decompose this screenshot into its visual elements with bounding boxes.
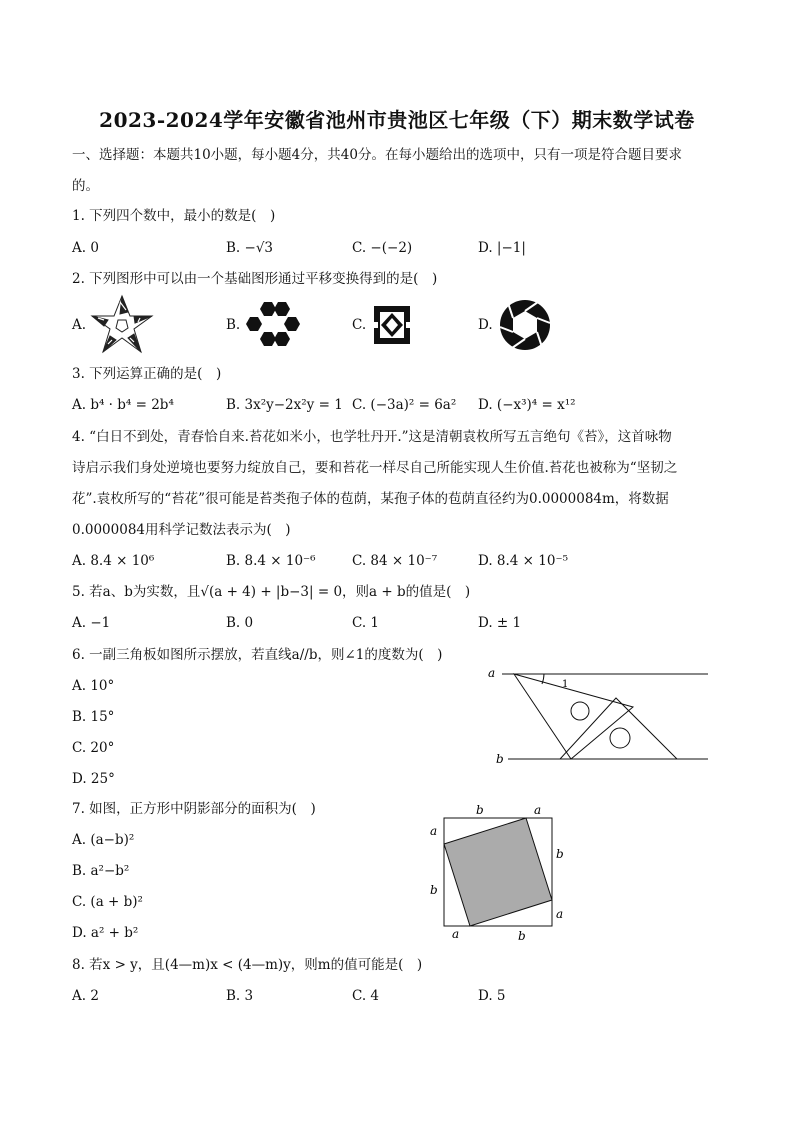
question-5-option-c: C. 1 — [352, 615, 380, 631]
q2-figure-a-star-pinwheel — [90, 294, 154, 356]
question-6-option-b: B. 15° — [72, 709, 115, 725]
question-7-stem: 7. 如图，正方形中阴影部分的面积为( ) — [72, 801, 316, 817]
question-3-option-c: C. (−3a)² = 6a² — [352, 397, 457, 413]
q2-figure-b-hexagon-ring — [245, 300, 301, 350]
question-6-option-c: C. 20° — [72, 740, 115, 756]
question-4-option-b: B. 8.4 × 10⁻⁶ — [226, 553, 316, 569]
section-instructions-line1: 一、选择题：本题共10小题，每小题4分，共40分。在每小题给出的选项中，只有一项是符合题目要求 — [72, 147, 682, 163]
question-4-option-a: A. 8.4 × 10⁶ — [72, 553, 155, 569]
q7-label-right-a: a — [556, 907, 564, 921]
question-8-option-b: B. 3 — [226, 988, 254, 1004]
question-3-option-a: A. b⁴ · b⁴ = 2b⁴ — [72, 397, 174, 413]
q7-label-top-a: a — [534, 803, 542, 817]
q7-label-left-a: a — [430, 824, 438, 838]
question-2-option-d: D. — [478, 317, 493, 333]
question-6-stem: 6. 一副三角板如图所示摆放，若直线a//b，则∠1的度数为( ) — [72, 647, 443, 663]
question-2-option-c: C. — [352, 317, 367, 333]
q7-figure-square — [424, 800, 572, 946]
question-5-option-b: B. 0 — [226, 615, 254, 631]
question-4-option-d: D. 8.4 × 10⁻⁵ — [478, 553, 569, 569]
q6-figure-triangle-rulers — [482, 662, 714, 772]
question-7-option-c: C. (a + b)² — [72, 894, 143, 910]
question-4-stem-line1: 4. “白日不到处，青春恰自来.苔花如米小，也学牡丹开.”这是清朝袁枚所写五言绝句《苔》，这首咏物 — [72, 429, 672, 445]
question-4-stem-line4: 0.0000084用科学记数法表示为( ) — [72, 522, 291, 538]
question-1-stem: 1. 下列四个数中，最小的数是( ) — [72, 208, 276, 224]
question-4-option-c: C. 84 × 10⁻⁷ — [352, 553, 438, 569]
question-3-option-d: D. (−x³)⁴ = x¹² — [478, 397, 576, 413]
question-7-option-b: B. a²−b² — [72, 863, 130, 879]
question-1-option-b: B. −√3 — [226, 240, 274, 256]
question-5-stem: 5. 若a、b为实数，且√(a + 4) + |b−3| = 0，则a + b的值是( ) — [72, 584, 471, 600]
page-title: 2023-2024学年安徽省池州市贵池区七年级（下）期末数学试卷 — [99, 108, 695, 132]
section-instructions-line2: 的。 — [72, 178, 99, 194]
question-6-option-d: D. 25° — [72, 771, 115, 787]
q2-figure-d-aperture — [498, 298, 552, 352]
q7-label-top-b: b — [476, 803, 484, 817]
q7-label-bottom-a: a — [452, 927, 460, 941]
question-8-option-d: D. 5 — [478, 988, 506, 1004]
q6-label-a: a — [488, 666, 496, 680]
q7-label-bottom-b: b — [518, 929, 526, 943]
question-4-stem-line2: 诗启示我们身处逆境也要努力绽放自己，要和苔花一样尽自己所能实现人生价值.苔花也被称为“坚韧之 — [72, 460, 678, 476]
q7-label-right-b: b — [556, 847, 564, 861]
question-1-option-d: D. |−1| — [478, 240, 526, 256]
question-3-stem: 3. 下列运算正确的是( ) — [72, 366, 222, 382]
q7-label-left-b: b — [430, 883, 438, 897]
question-5-option-d: D. ± 1 — [478, 615, 522, 631]
question-5-option-a: A. −1 — [72, 615, 111, 631]
question-1-option-a: A. 0 — [72, 240, 99, 256]
q2-figure-c-square-pattern — [372, 304, 412, 346]
question-7-option-d: D. a² + b² — [72, 925, 139, 941]
question-3-option-b: B. 3x²y−2x²y = 1 — [226, 397, 343, 413]
question-7-option-a: A. (a−b)² — [72, 832, 135, 848]
q6-label-b: b — [496, 752, 504, 766]
question-8-option-a: A. 2 — [72, 988, 99, 1004]
question-1-option-c: C. −(−2) — [352, 240, 413, 256]
question-2-option-a: A. — [72, 317, 87, 333]
question-8-option-c: C. 4 — [352, 988, 380, 1004]
question-2-option-b: B. — [226, 317, 241, 333]
question-6-option-a: A. 10° — [72, 678, 115, 694]
q6-label-angle-1: 1 — [562, 679, 569, 690]
question-2-stem: 2. 下列图形中可以由一个基础图形通过平移变换得到的是( ) — [72, 271, 438, 287]
question-8-stem: 8. 若x > y，且(4—m)x < (4—m)y，则m的值可能是( ) — [72, 957, 423, 973]
question-4-stem-line3: 花”.袁枚所写的“苔花”很可能是苔类孢子体的苞荫，某孢子体的苞荫直径约为0.0000084m，将数据 — [72, 491, 669, 507]
